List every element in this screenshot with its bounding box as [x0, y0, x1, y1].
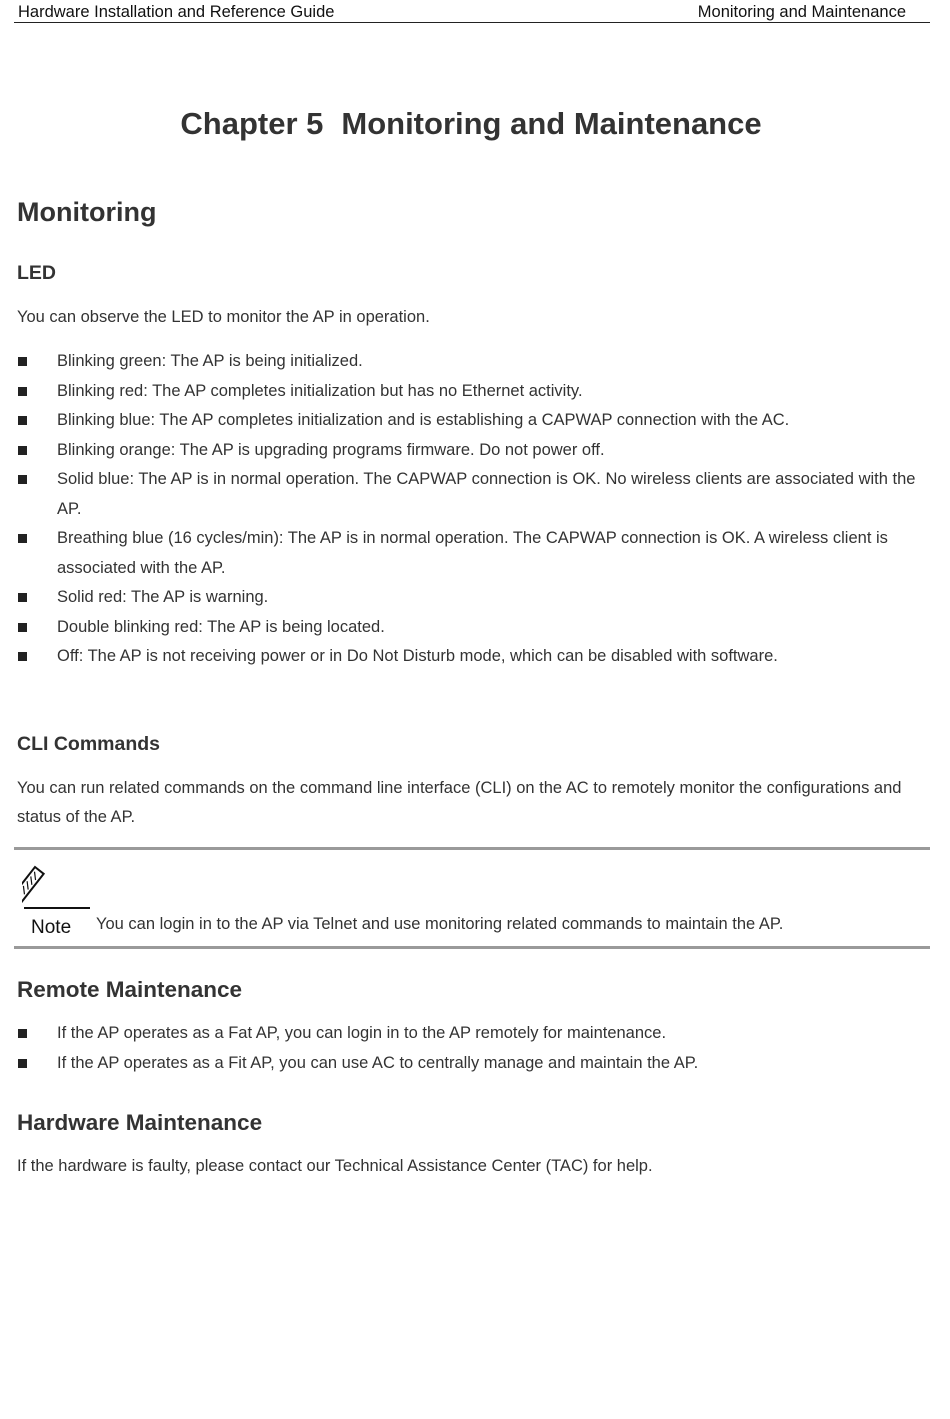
square-bullet-icon: [18, 357, 27, 366]
note-label: Note: [31, 917, 72, 938]
list-item: Solid blue: The AP is in normal operation. The CAPWAP connection is OK. No wireless clients are associated with the AP.: [17, 465, 922, 524]
chapter-title: [0, 106, 942, 142]
square-bullet-icon: [18, 593, 27, 602]
square-bullet-icon: [18, 1059, 27, 1068]
square-bullet-icon: [18, 387, 27, 396]
running-header: [14, 0, 930, 23]
square-bullet-icon: [18, 416, 27, 425]
chapter-name: Monitoring and Maintenance: [341, 106, 762, 141]
pencil-note-icon: [22, 862, 92, 938]
section-heading-monitoring: Monitoring: [17, 197, 157, 227]
remote-maintenance-list: [17, 1019, 922, 1078]
list-item: Blinking blue: The AP completes initialization and is establishing a CAPWAP connection with the AC.: [17, 406, 922, 436]
header-guide-title: Hardware Installation and Reference Guide: [18, 3, 335, 21]
subsection-heading-led: LED: [17, 262, 56, 284]
list-item: Breathing blue (16 cycles/min): The AP is in normal operation. The CAPWAP connection is OK. A wireless client is associated with the AP.: [17, 524, 922, 583]
list-item: Blinking orange: The AP is upgrading programs firmware. Do not power off.: [17, 436, 922, 466]
list-item: Solid red: The AP is warning.: [17, 583, 922, 613]
led-intro: You can observe the LED to monitor the AP in operation.: [17, 308, 430, 326]
list-item: If the AP operates as a Fit AP, you can use AC to centrally manage and maintain the AP.: [17, 1049, 922, 1079]
note-text: You can login in to the AP via Telnet and use monitoring related commands to maintain the AP.: [96, 915, 784, 933]
note-callout: [14, 847, 930, 949]
square-bullet-icon: [18, 534, 27, 543]
header-section-title: Monitoring and Maintenance: [697, 3, 906, 21]
list-item: Double blinking red: The AP is being located.: [17, 613, 922, 643]
chapter-number: Chapter 5: [180, 106, 324, 141]
list-item: Blinking red: The AP completes initialization but has no Ethernet activity.: [17, 377, 922, 407]
led-status-list: [17, 347, 922, 672]
hardware-maintenance-text: If the hardware is faulty, please contact our Technical Assistance Center (TAC) for help.: [17, 1157, 653, 1175]
list-item: Off: The AP is not receiving power or in Do Not Disturb mode, which can be disabled with software.: [17, 642, 922, 672]
square-bullet-icon: [18, 623, 27, 632]
list-item: If the AP operates as a Fat AP, you can login in to the AP remotely for maintenance.: [17, 1019, 922, 1049]
section-heading-remote-maintenance: Remote Maintenance: [17, 977, 243, 1002]
list-item: Blinking green: The AP is being initialized.: [17, 347, 922, 377]
square-bullet-icon: [18, 1029, 27, 1038]
subsection-heading-cli: CLI Commands: [17, 733, 161, 755]
cli-description: You can run related commands on the command line interface (CLI) on the AC to remotely monitor the configurations and status of the AP.: [17, 779, 902, 826]
square-bullet-icon: [18, 475, 27, 484]
square-bullet-icon: [18, 446, 27, 455]
square-bullet-icon: [18, 652, 27, 661]
section-heading-hardware-maintenance: Hardware Maintenance: [17, 1110, 263, 1135]
